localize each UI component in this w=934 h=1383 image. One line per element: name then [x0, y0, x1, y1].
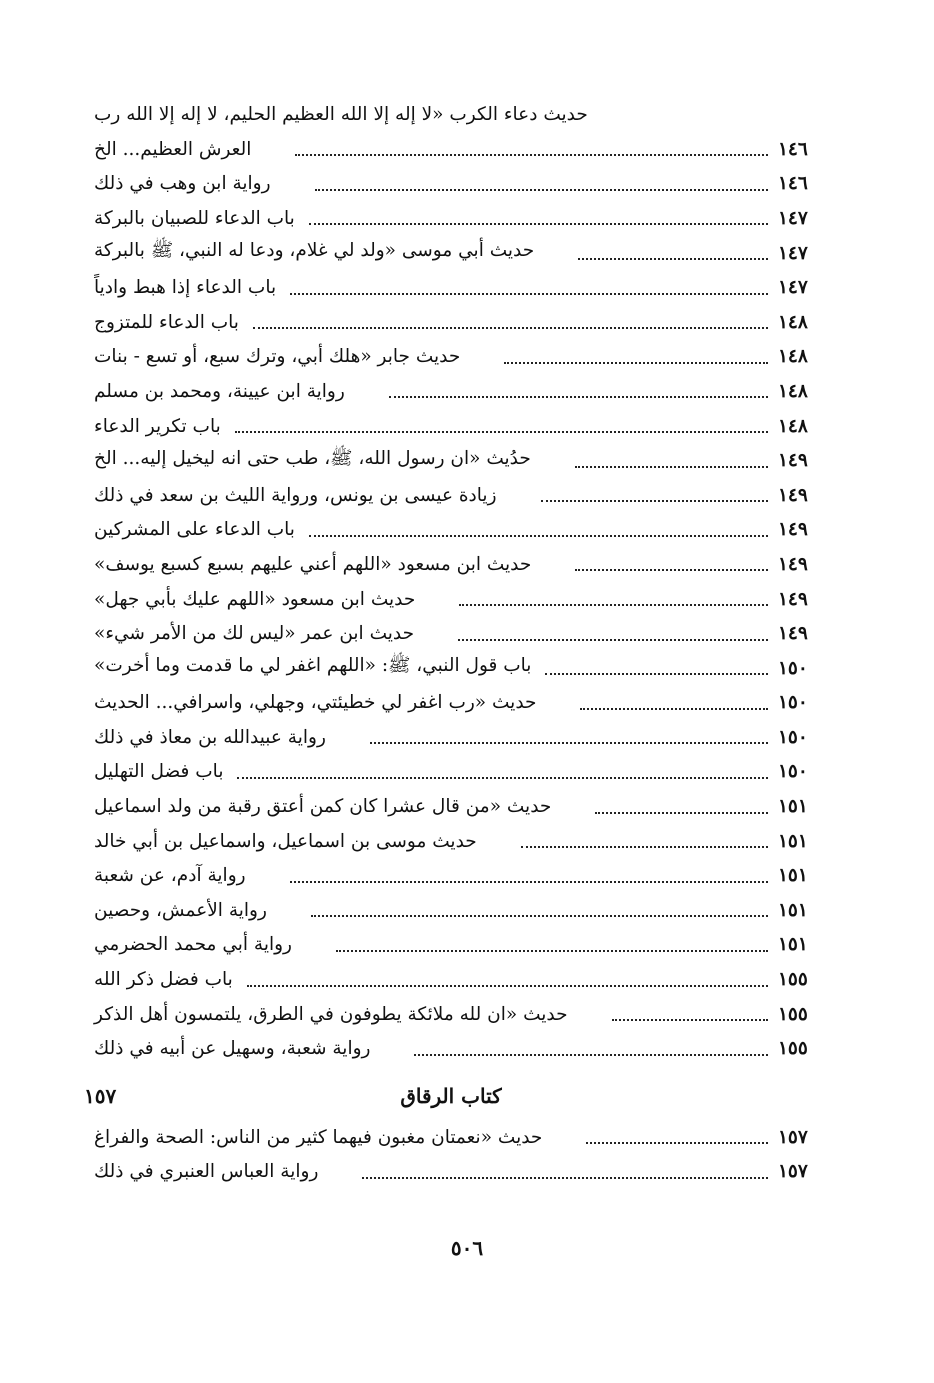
toc-entry-title: باب تكرير الدعاء	[94, 415, 221, 437]
toc-entry-page: ١٥٠	[778, 692, 808, 714]
toc-entry	[84, 858, 838, 893]
dot-leader	[578, 258, 768, 260]
toc-entry-page: ١٤٩	[778, 450, 808, 472]
dot-leader	[290, 881, 768, 883]
toc-entry-title: رواية شعبة، وسهيل عن أبيه في ذلك	[94, 1038, 371, 1060]
toc-entry-title: رواية أبي محمد الحضرمي	[94, 934, 292, 956]
dot-leader	[595, 812, 768, 814]
page-number: ٥٠٦	[450, 1236, 484, 1260]
dot-leader	[586, 1142, 768, 1144]
toc-entry	[84, 997, 838, 1032]
toc-entry	[84, 513, 838, 548]
toc-entry-title: حديث «نعمتان مغبون فيهما كثير من الناس: الصحة والفراغ	[94, 1126, 543, 1148]
toc-entry-page: ١٥١	[778, 865, 808, 887]
toc-entry	[84, 96, 838, 132]
toc-entry-page: ١٤٨	[778, 346, 808, 368]
toc-entry	[84, 1031, 838, 1066]
toc-entry-title: باب الدعاء على المشركين	[94, 519, 295, 541]
toc-entry-title: حديث «ان لله ملائكة يطوفون في الطرق، يلتمسون أهل الذكر	[94, 1003, 568, 1025]
toc-entry	[84, 201, 838, 236]
toc-entry-title: حديث جابر «هلك أبي، وترك سبع، أو تسع - بنات	[94, 346, 461, 368]
dot-leader	[295, 154, 768, 156]
toc-entry	[84, 824, 838, 859]
toc-entry-title: باب الدعاء للصبيان بالبركة	[94, 207, 295, 229]
dot-leader	[370, 742, 768, 744]
toc-entry-title: رواية ابن وهب في ذلك	[94, 173, 271, 195]
table-of-contents	[84, 96, 838, 1189]
toc-entry	[84, 1155, 838, 1190]
toc-entry-page: ١٥١	[778, 899, 808, 921]
toc-entry-title: حديث «من قال عشرا كان كمن أعتق رقبة من ولد اسماعيل	[94, 796, 552, 818]
dot-leader	[521, 846, 768, 848]
toc-entry	[84, 478, 838, 513]
toc-entry-title: رواية عبيدالله بن معاذ في ذلك	[94, 726, 326, 748]
toc-entry	[84, 962, 838, 997]
toc-entry-title: باب الدعاء إذا هبط وادياً	[94, 277, 277, 299]
dot-leader	[414, 1054, 768, 1056]
toc-entry-title: باب فضل ذكر الله	[94, 969, 233, 991]
toc-entry-page: ١٤٧	[778, 207, 808, 229]
toc-entry	[84, 686, 838, 721]
dot-leader	[315, 189, 768, 191]
dot-leader	[575, 569, 768, 571]
toc-entry-title: حديث ابن مسعود «اللهم أعني عليهم بسبع كسبع يوسف»	[94, 553, 532, 575]
toc-entry	[84, 132, 838, 167]
toc-entry	[84, 547, 838, 582]
dot-leader	[290, 293, 768, 295]
toc-entry	[84, 755, 838, 790]
toc-entry-title: رواية العباس العنبري في ذلك	[94, 1161, 319, 1183]
dot-leader	[545, 673, 768, 675]
dot-leader	[309, 223, 768, 225]
toc-entry-title: زيادة عيسى بن يونس، ورواية الليث بن سعد في ذلك	[94, 484, 497, 506]
dot-leader	[336, 950, 768, 952]
toc-entry	[84, 789, 838, 824]
toc-entry-page: ١٤٦	[778, 138, 808, 160]
dot-leader	[580, 708, 768, 710]
book-page-number: ١٥٧	[84, 1084, 117, 1109]
dot-leader	[253, 327, 768, 329]
toc-entry-page: ١٥٠	[778, 761, 808, 783]
toc-entry-page: ١٤٦	[778, 173, 808, 195]
toc-entry-page: ١٤٩	[778, 588, 808, 610]
dot-leader	[235, 431, 768, 433]
toc-entry-title: حديث «رب اغفر لي خطيئتي، وجهلي، واسرافي... الحديث	[94, 692, 537, 714]
dot-leader	[504, 362, 768, 364]
dot-leader	[541, 500, 768, 502]
dot-leader	[247, 985, 768, 987]
toc-entry-title: حديث أبي موسى «ولد لي غلام، ودعا له النبي، ﷺ بالبركة	[94, 240, 535, 262]
dot-leader	[612, 1019, 768, 1021]
toc-entry-title: باب الدعاء للمتزوج	[94, 311, 239, 333]
toc-entry	[84, 340, 838, 375]
dot-leader	[237, 777, 768, 779]
toc-entry-page: ١٥٧	[778, 1161, 808, 1183]
dot-leader	[389, 396, 768, 398]
toc-entries	[84, 96, 838, 1066]
toc-entry	[84, 374, 838, 409]
toc-entry	[84, 893, 838, 928]
toc-entry-title: حدُيث «ان رسول الله، ﷺ، طب حتى انه ليخيل إليه... الخ	[94, 447, 531, 469]
toc-entry-page: ١٤٩	[778, 484, 808, 506]
toc-entry	[84, 582, 838, 617]
book-heading-row	[84, 1072, 838, 1120]
dot-leader	[459, 604, 768, 606]
toc-entry-page: ١٥١	[778, 934, 808, 956]
toc-entry-page: ١٤٧	[778, 277, 808, 299]
toc-entry-title: حديث موسى بن اسماعيل، واسماعيل بن أبي خالد	[94, 830, 477, 852]
toc-entry-page: ١٥٧	[778, 1126, 808, 1148]
toc-entry-title: حديث دعاء الكرب «لا إله إلا الله العظيم الحليم، لا إله إلا الله رب	[94, 103, 588, 125]
toc-entry-title: حديث ابن مسعود «اللهم عليك بأبي جهل»	[94, 588, 416, 610]
toc-entry	[84, 928, 838, 963]
toc-entry-title: باب فضل التهليل	[94, 761, 224, 783]
dot-leader	[309, 535, 768, 537]
toc-entry-title: رواية الأعمش، وحصين	[94, 899, 267, 921]
toc-entry-page: ١٥٥	[778, 1003, 808, 1025]
toc-entry	[84, 616, 838, 651]
toc-entry	[84, 236, 838, 271]
dot-leader	[575, 466, 768, 468]
toc-entry-page: ١٤٧	[778, 242, 808, 264]
toc-entry-page: ١٥٥	[778, 969, 808, 991]
toc-entry-title: العرش العظيم... الخ	[94, 138, 252, 160]
toc-entry-page: ١٤٨	[778, 415, 808, 437]
toc-entry-page: ١٤٩	[778, 553, 808, 575]
toc-entry-page: ١٤٨	[778, 311, 808, 333]
toc-entry-page: ١٥٠	[778, 657, 808, 679]
toc-entry-page: ١٤٩	[778, 519, 808, 541]
toc-entry-title: رواية آدم، عن شعبة	[94, 865, 246, 887]
toc-entries-after	[84, 1120, 838, 1189]
toc-entry-title: باب قول النبي، ﷺ: «اللهم اغفر لي ما قدمت وما أخرت»	[94, 655, 532, 677]
toc-entry-page: ١٥١	[778, 796, 808, 818]
toc-entry-page: ١٤٨	[778, 380, 808, 402]
dot-leader	[311, 915, 768, 917]
toc-entry	[84, 409, 838, 444]
toc-entry	[84, 167, 838, 202]
toc-entry-title: حديث ابن عمر «ليس لك من الأمر شيء»	[94, 623, 415, 645]
toc-entry-page: ١٥٠	[778, 726, 808, 748]
toc-entry	[84, 1120, 838, 1155]
toc-entry-page: ١٤٩	[778, 623, 808, 645]
toc-entry-page: ١٥١	[778, 830, 808, 852]
toc-entry-page: ١٥٥	[778, 1038, 808, 1060]
dot-leader	[458, 639, 768, 641]
toc-entry	[84, 270, 838, 305]
toc-entry	[84, 443, 838, 478]
toc-entry	[84, 720, 838, 755]
toc-entry	[84, 305, 838, 340]
toc-entry	[84, 651, 838, 686]
dot-leader	[362, 1177, 768, 1179]
book-title: كتاب الرقاق	[400, 1084, 502, 1109]
toc-entry-title: رواية ابن عيينة، ومحمد بن مسلم	[94, 380, 345, 402]
